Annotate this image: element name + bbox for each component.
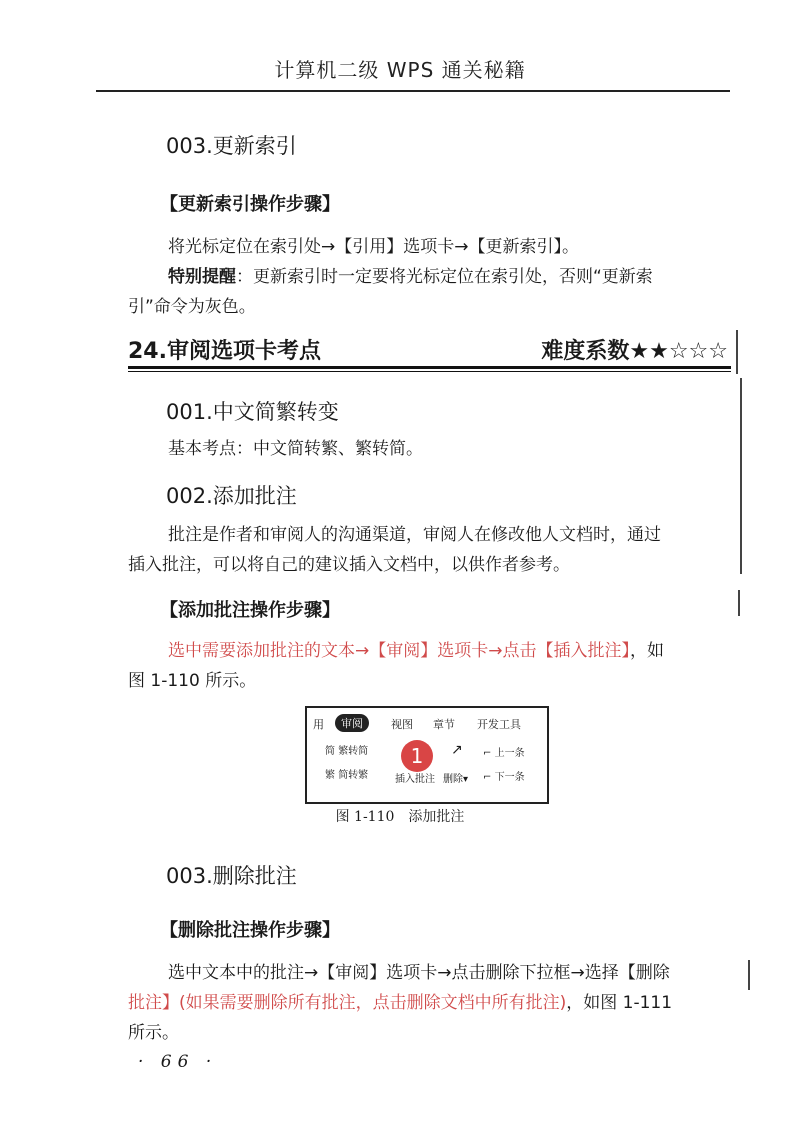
text-002-line-1: 批注是作者和审阅人的沟通渠道，审阅人在修改他人文档时，通过 (168, 525, 661, 545)
figure-caption: 图 1-110 添加批注 (335, 809, 465, 825)
heading-002: 002.添加批注 (166, 484, 297, 508)
page-header-title: 计算机二级 WPS 通关秘籍 (274, 58, 526, 82)
prev-icon: ⌐ (483, 748, 492, 759)
tip-line-1 (168, 262, 653, 292)
next-comment-button[interactable]: ⌐ 下一条 (483, 772, 525, 783)
steps-003-line-1: 选中文本中的批注→【审阅】选项卡→点击删除下拉框→选择【删除 (168, 963, 670, 983)
comment-icon: ↗ (451, 742, 463, 758)
steps-002-line-1-black: ，如 (630, 641, 664, 661)
edge-mark (738, 590, 740, 616)
tab-reference-partial[interactable]: 用 (313, 718, 324, 731)
tip-label: 特别提醒 (168, 267, 236, 287)
section-difficulty: 难度系数★★☆☆☆ (541, 339, 728, 364)
heading-update-index: 003.更新索引 (166, 134, 297, 158)
heading-003: 003.删除批注 (166, 864, 297, 888)
chevron-down-icon: ▾ (463, 774, 469, 785)
tip-text-1: ：更新索引时一定要将光标定位在索引处，否则“更新索 (236, 267, 653, 287)
steps-003-line-2-black: ，如图 1-111 (566, 993, 673, 1013)
steps-002-line-2: 图 1-110 所示。 (128, 671, 257, 691)
tab-section[interactable]: 章节 (433, 718, 455, 731)
trad-to-simp-button[interactable]: 简 繁转简 (325, 746, 369, 757)
prev-comment-button[interactable]: ⌐ 上一条 (483, 748, 525, 759)
tip-line-2: 引”命令为灰色。 (128, 297, 256, 317)
delete-comment-dropdown[interactable]: 删除▾ (443, 774, 469, 785)
edge-mark (736, 330, 738, 374)
steps-text-update-index: 将光标定位在索引处→【引用】选项卡→【更新索引】。 (168, 237, 579, 257)
section-title: 24.审阅选项卡考点 (128, 339, 321, 364)
steps-002-line-1 (168, 636, 664, 666)
trad-icon: 简 (325, 746, 335, 757)
steps-002-line-1-red: 选中需要添加批注的文本→【审阅】选项卡→点击【插入批注】 (168, 641, 630, 661)
page-number: · 66 · (138, 1052, 218, 1072)
simp-to-trad-button[interactable]: 繁 简转繁 (325, 770, 369, 781)
steps-heading-002: 【添加批注操作步骤】 (160, 600, 340, 621)
steps-003-line-3: 所示。 (128, 1023, 179, 1043)
heading-001: 001.中文简繁转变 (166, 400, 339, 424)
insert-comment-button[interactable]: 插入批注 (395, 774, 435, 785)
section-rule-thin (128, 371, 731, 372)
section-rule-thick (128, 366, 731, 369)
text-001: 基本考点：中文简转繁、繁转简。 (168, 439, 423, 459)
edge-mark (740, 378, 742, 574)
steps-heading-003: 【删除批注操作步骤】 (160, 920, 340, 941)
step-badge: 1 (401, 740, 433, 772)
steps-heading-update-index: 【更新索引操作步骤】 (160, 194, 340, 215)
ribbon-screenshot (305, 706, 549, 804)
edge-mark (748, 960, 750, 990)
steps-003-line-2 (128, 988, 672, 1018)
simp-icon: 繁 (325, 770, 335, 781)
tab-developer[interactable]: 开发工具 (477, 718, 521, 731)
text-002-line-2: 插入批注，可以将自己的建议插入文档中，以供作者参考。 (128, 555, 570, 575)
ribbon-tabs (307, 714, 547, 734)
next-icon: ⌐ (483, 772, 492, 783)
header-rule (96, 90, 730, 92)
steps-003-line-2-red: 批注】(如果需要删除所有批注，点击删除文档中所有批注) (128, 993, 567, 1013)
tab-view[interactable]: 视图 (391, 718, 413, 731)
tab-review[interactable]: 审阅 (335, 714, 369, 732)
